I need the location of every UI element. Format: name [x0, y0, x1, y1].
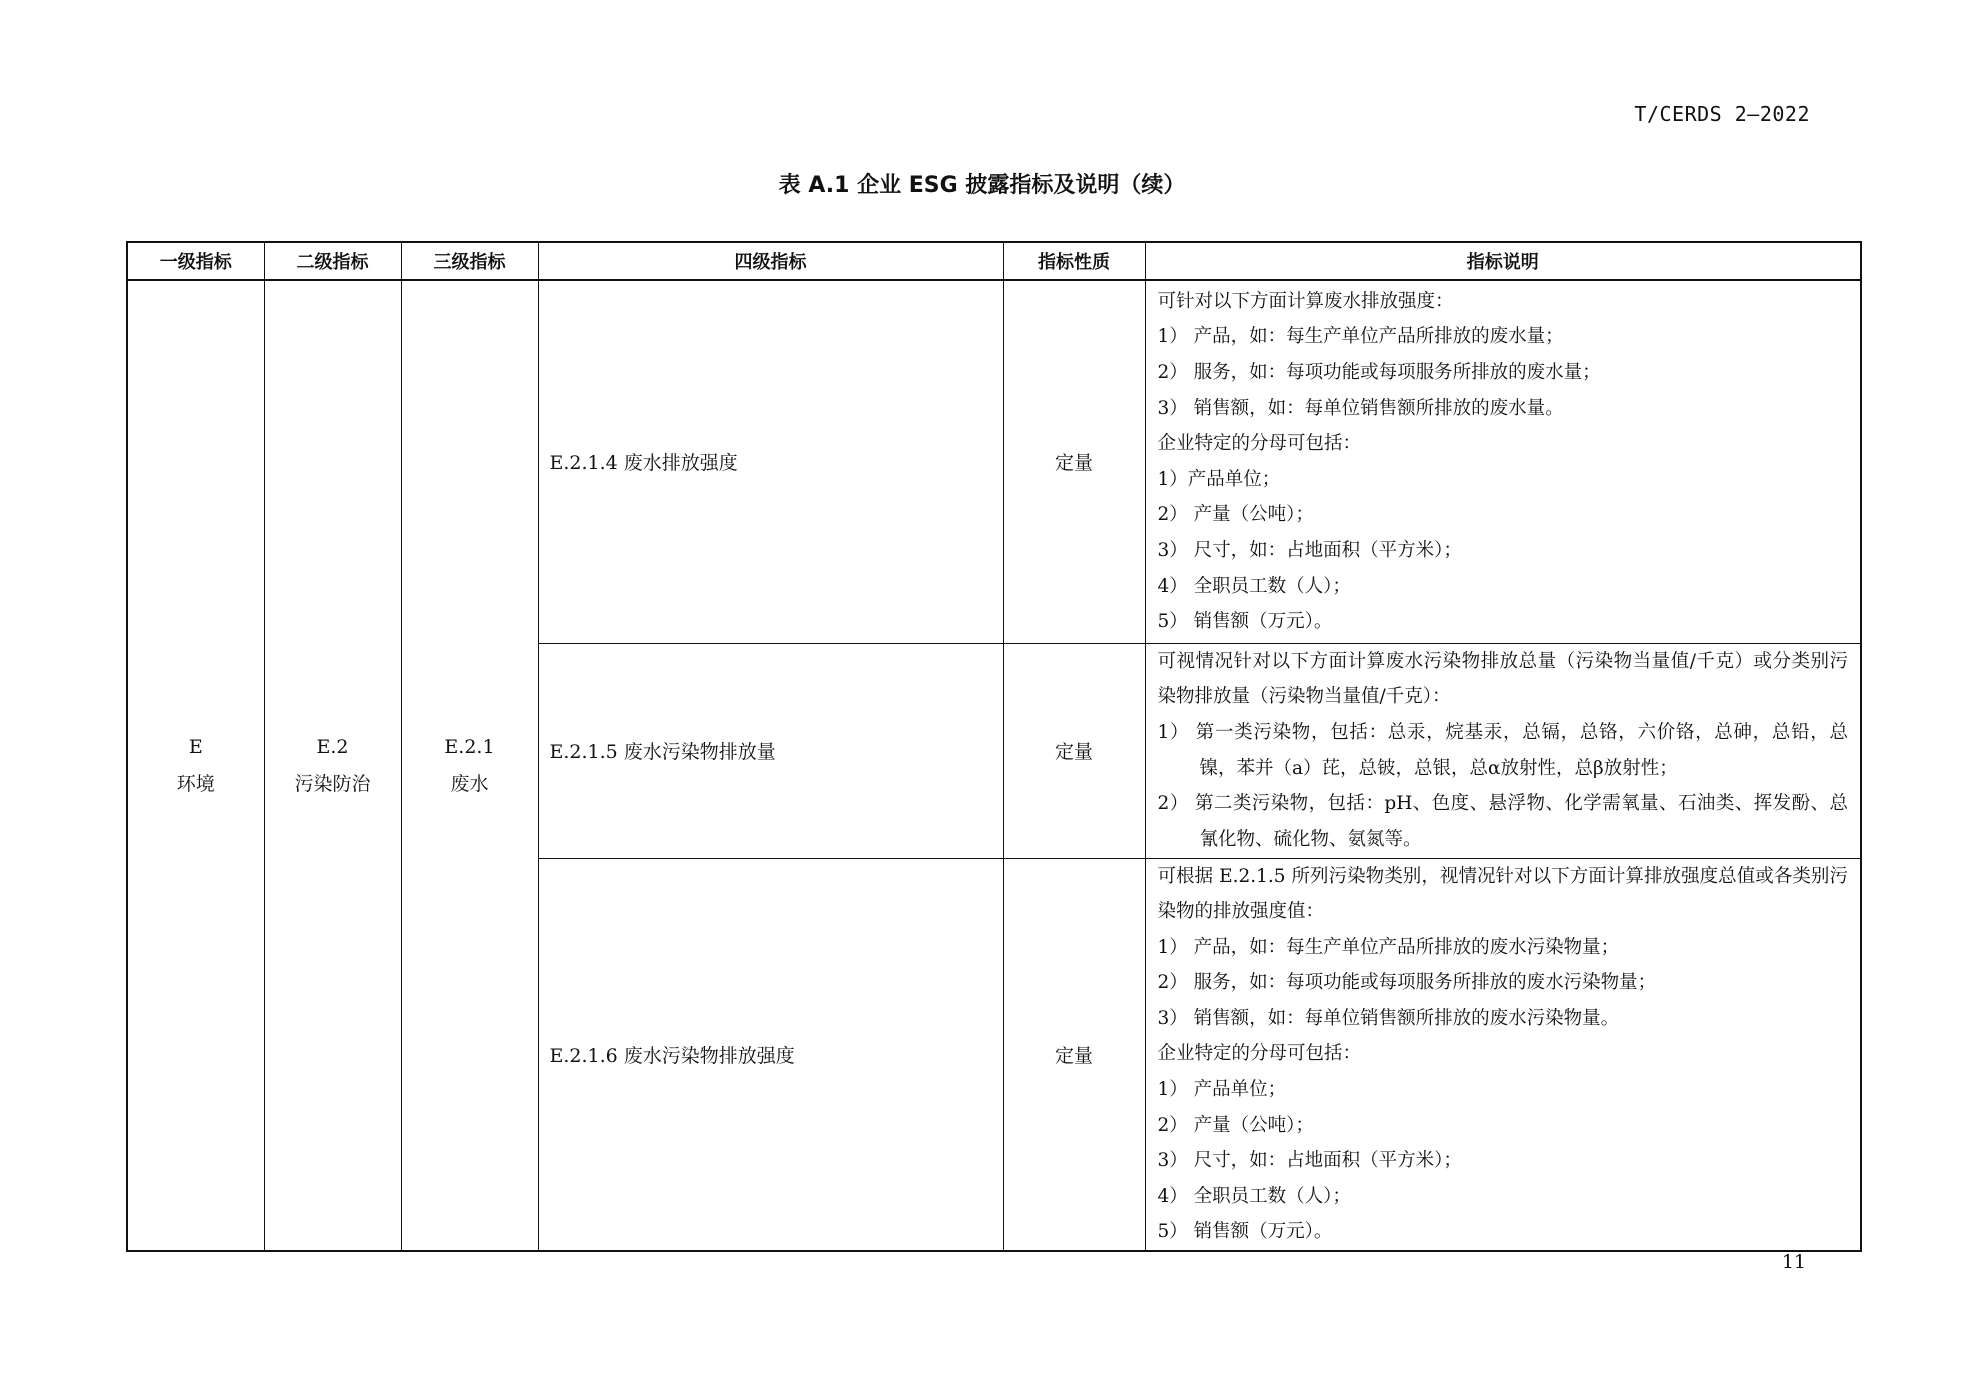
description-line: 2） 产量（公吨）； [1157, 1114, 1314, 1136]
column-header-nature: 指标性质 [1003, 242, 1145, 280]
description-line: 可针对以下方面计算废水排放强度： [1157, 290, 1454, 312]
level1-code: E [188, 735, 203, 758]
nature-cell: 定量 [1003, 280, 1145, 643]
description-line: 3） 销售额，如：每单位销售额所排放的废水量。 [1157, 397, 1564, 419]
column-header-description: 指标说明 [1145, 242, 1861, 280]
description-line: 3） 尺寸，如：占地面积（平方米）； [1157, 539, 1462, 561]
level3-name: 废水 [450, 772, 489, 795]
description-line: 2） 产量（公吨）； [1157, 504, 1314, 526]
level2-name: 污染防治 [294, 772, 371, 795]
page-number: 11 [1781, 1251, 1806, 1273]
document-code: T/CERDS 2—2022 [1634, 102, 1810, 126]
table-caption: 表 A.1 企业 ESG 披露指标及说明（续） [778, 173, 1186, 198]
description-line: 1）产品单位； [1157, 468, 1281, 490]
column-header-level3: 三级指标 [401, 242, 538, 280]
description-line: 企业特定的分母可包括： [1157, 1043, 1362, 1065]
level4-cell: E.2.1.6 废水污染物排放强度 [538, 858, 1003, 1251]
description-line: 2） 服务，如：每项功能或每项服务所排放的废水量； [1157, 361, 1601, 383]
description-line: 3） 尺寸，如：占地面积（平方米）； [1157, 1150, 1462, 1172]
description-cell [1145, 643, 1861, 858]
nature-cell: 定量 [1003, 858, 1145, 1251]
description-cell [1145, 280, 1861, 643]
description-line: 1） 第一类污染物，包括：总汞，烷基汞，总镉，总铬，六价铬，总砷，总铅，总镍，苯并（a）芘，总铍，总银，总α放射性，总β放射性； [1157, 721, 1848, 779]
description-line: 5） 销售额（万元）。 [1157, 1221, 1333, 1243]
level2-cell [264, 280, 401, 1251]
description-line: 2） 第二类污染物，包括：pH、色度、悬浮物、化学需氧量、石油类、挥发酚、总氰化物、硫化物、氨氮等。 [1157, 793, 1848, 850]
level3-cell [401, 280, 538, 1251]
level2-code: E.2 [316, 735, 349, 758]
description-line: 1） 产品，如：每生产单位产品所排放的废水污染物量； [1157, 936, 1620, 958]
description-line: 1） 产品单位； [1157, 1079, 1287, 1101]
column-header-level2: 二级指标 [264, 242, 401, 280]
description-line: 4） 全职员工数（人）； [1157, 575, 1351, 597]
table-header-row [127, 242, 1861, 280]
nature-cell: 定量 [1003, 643, 1145, 858]
level4-cell: E.2.1.4 废水排放强度 [538, 280, 1003, 643]
table-row [127, 280, 1861, 643]
level1-name: 环境 [176, 772, 215, 795]
description-line: 企业特定的分母可包括： [1157, 433, 1362, 455]
description-line: 2） 服务，如：每项功能或每项服务所排放的废水污染物量； [1157, 972, 1657, 994]
level4-cell: E.2.1.5 废水污染物排放量 [538, 643, 1003, 858]
description-line: 4） 全职员工数（人）； [1157, 1185, 1351, 1207]
level3-code: E.2.1 [444, 735, 495, 758]
description-line: 1） 产品，如：每生产单位产品所排放的废水量； [1157, 326, 1564, 348]
description-line: 可根据 E.2.1.5 所列污染物类别，视情况针对以下方面计算排放强度总值或各类别污染物的排放强度值： [1157, 865, 1848, 923]
column-header-level1: 一级指标 [127, 242, 264, 280]
description-line: 3） 销售额，如：每单位销售额所排放的废水污染物量。 [1157, 1007, 1620, 1029]
description-line: 可视情况针对以下方面计算废水污染物排放总量（污染物当量值/千克）或分类别污染物排放量（污染物当量值/千克）： [1157, 650, 1848, 708]
level1-cell [127, 280, 264, 1251]
column-header-level4: 四级指标 [538, 242, 1003, 280]
description-cell [1145, 858, 1861, 1251]
indicator-table [126, 241, 1862, 1252]
description-line: 5） 销售额（万元）。 [1157, 611, 1333, 633]
